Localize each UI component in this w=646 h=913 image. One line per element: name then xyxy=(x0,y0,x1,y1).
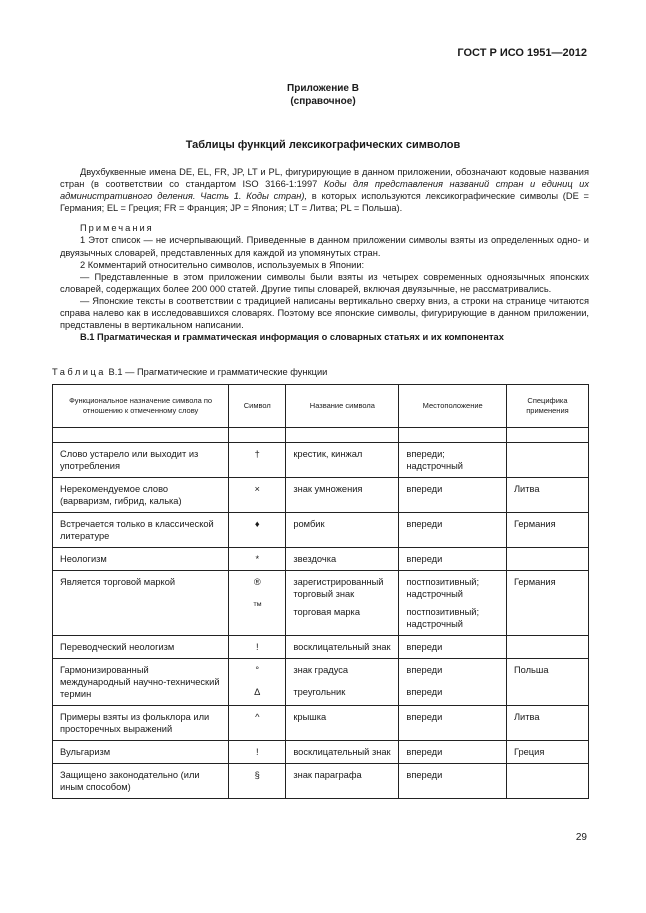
cell-symbol: § xyxy=(229,764,286,799)
intro-part1: Двухбуквенные имена DE, EL, FR, JP, LT и PL, фигурирующие в данном приложении, обозначают кодовые названия стран (в соответствии со стандартом ISO 3166-1:1997 xyxy=(60,167,589,190)
table-row xyxy=(53,548,589,571)
cell-name: восклицательный знак xyxy=(286,741,399,764)
cell-function: Слово устарело или выходит из употребления xyxy=(53,443,229,478)
symbol-degree: ° xyxy=(255,665,260,675)
table-row xyxy=(53,636,589,659)
cell-position: впереди xyxy=(399,478,507,513)
table-row xyxy=(53,706,589,741)
table-row xyxy=(53,764,589,799)
cell-function: Гармонизированный международный научно-технический термин xyxy=(53,659,229,706)
note-1: 1 Этот список — не исчерпывающий. Приведенные в данном приложении символы взяты из определенных одно- и двуязычных словарей, представленных для каждой из упомянутых стран. xyxy=(60,235,589,258)
notes-heading: Примечания xyxy=(80,223,154,234)
cell-function: Является торговой маркой xyxy=(53,571,229,636)
cell-function: Защищено законодательно (или иным способом) xyxy=(53,764,229,799)
note-4: — Японские тексты в соответствии с традицией написаны вертикально сверху вниз, а строки на странице читаются справа налево как в исследовавшихся словарях. Поэтому все японские символы, фигурирующие в данном приложении, представлены в вертикальном написании. xyxy=(60,295,589,331)
cell-name: крышка xyxy=(286,706,399,741)
cell-specific: Германия xyxy=(506,513,588,548)
cell-position: впереди xyxy=(399,706,507,741)
cell-specific: Литва xyxy=(506,706,588,741)
cell-symbol xyxy=(229,659,286,706)
cell-position: впереди xyxy=(399,548,507,571)
cell-position: впереди xyxy=(399,741,507,764)
cell-symbol: ! xyxy=(229,741,286,764)
cell-function: Вульгаризм xyxy=(53,741,229,764)
table-row xyxy=(53,513,589,548)
table-row xyxy=(53,659,589,706)
cell-symbol: † xyxy=(229,443,286,478)
cell-position: впереди xyxy=(399,513,507,548)
cell-position xyxy=(399,659,507,706)
cell-name xyxy=(286,571,399,636)
cell-symbol: * xyxy=(229,548,286,571)
spacer-row xyxy=(53,428,589,443)
cell-specific xyxy=(506,548,588,571)
cell-position: впереди xyxy=(399,764,507,799)
name-registered: зарегистрированный торговый знак xyxy=(293,577,384,599)
cell-function: Неологизм xyxy=(53,548,229,571)
cell-symbol: ♦ xyxy=(229,513,286,548)
header-symbol: Символ xyxy=(229,385,286,428)
cell-specific xyxy=(506,636,588,659)
name-degree: знак градуса xyxy=(293,665,349,675)
header-position: Местоположение xyxy=(399,385,507,428)
symbol-triangle: Δ xyxy=(254,687,261,697)
cell-symbol xyxy=(229,571,286,636)
position-degree: впереди xyxy=(406,665,443,675)
table-caption-label: Таблица xyxy=(52,367,106,377)
page-number: 29 xyxy=(575,832,587,843)
table-row xyxy=(53,571,589,636)
section-heading: В.1 Прагматическая и грамматическая информация о словарных статьях и их компонентах xyxy=(80,332,504,343)
cell-name: звездочка xyxy=(286,548,399,571)
header-name: Название символа xyxy=(286,385,399,428)
annex-subtitle: (справочное) xyxy=(290,96,356,107)
table-row xyxy=(53,478,589,513)
table-row xyxy=(53,741,589,764)
cell-specific xyxy=(506,443,588,478)
position-triangle: впереди xyxy=(406,687,443,697)
cell-symbol: ^ xyxy=(229,706,286,741)
cell-position xyxy=(399,571,507,636)
position-registered: постпозитивный; надстрочный xyxy=(406,577,480,599)
name-trademark: торговая марка xyxy=(293,607,360,617)
body-text xyxy=(60,166,589,343)
document-code: ГОСТ Р ИСО 1951—2012 xyxy=(457,47,587,59)
intro-italic: Коды для представления названий стран и единиц их административного деления. Часть 1. Коды стран), xyxy=(60,179,589,202)
header-function: Функциональное назначение символа по отношению к отмеченному слову xyxy=(53,385,229,428)
table-header-row xyxy=(53,385,589,428)
cell-specific: Литва xyxy=(506,478,588,513)
symbol-registered: ® xyxy=(253,577,261,587)
position-trademark: постпозитивный; надстрочный xyxy=(406,607,480,629)
cell-name: восклицательный знак xyxy=(286,636,399,659)
intro-paragraph xyxy=(60,166,589,214)
table-caption xyxy=(52,367,327,377)
annex-title: Приложение В xyxy=(287,83,359,94)
cell-specific xyxy=(506,764,588,799)
cell-function: Встречается только в классической литературе xyxy=(53,513,229,548)
cell-specific: Греция xyxy=(506,741,588,764)
cell-specific: Польша xyxy=(506,659,588,706)
name-triangle: треугольник xyxy=(293,687,346,697)
cell-symbol: × xyxy=(229,478,286,513)
header-specific: Специфика применения xyxy=(506,385,588,428)
symbol-trademark: ™ xyxy=(252,601,262,611)
cell-position: впереди xyxy=(399,636,507,659)
cell-function: Нерекомендуемое слово (варваризм, гибрид, калька) xyxy=(53,478,229,513)
annex-heading xyxy=(0,82,646,108)
intro-part2: в которых используются лексикографические символы (DE = Германия; EL = Греция; FR = Франция; JP = Япония; LT = Литва; PL = Польша). xyxy=(60,191,589,214)
note-3: — Представленные в этом приложении символы были взяты из четырех современных одноязычных японских словарей, содержащих более 200 000 статей. Другие типы словарей, включая двуязычные, не рассматривались. xyxy=(60,271,589,294)
main-title: Таблицы функций лексикографических символов xyxy=(185,139,461,151)
cell-name xyxy=(286,659,399,706)
cell-specific: Германия xyxy=(506,571,588,636)
cell-name: знак умножения xyxy=(286,478,399,513)
note-2: 2 Комментарий относительно символов, используемых в Японии: xyxy=(80,259,365,270)
cell-name: знак параграфа xyxy=(286,764,399,799)
cell-symbol: ! xyxy=(229,636,286,659)
table-caption-text: В.1 — Прагматические и грамматические функции xyxy=(108,367,328,377)
cell-name: ромбик xyxy=(286,513,399,548)
cell-name: крестик, кинжал xyxy=(286,443,399,478)
cell-position: впереди; надстрочный xyxy=(399,443,507,478)
table-row xyxy=(53,443,589,478)
cell-function: Переводческий неологизм xyxy=(53,636,229,659)
functions-table xyxy=(52,384,589,799)
cell-function: Примеры взяты из фольклора или просторечных выражений xyxy=(53,706,229,741)
